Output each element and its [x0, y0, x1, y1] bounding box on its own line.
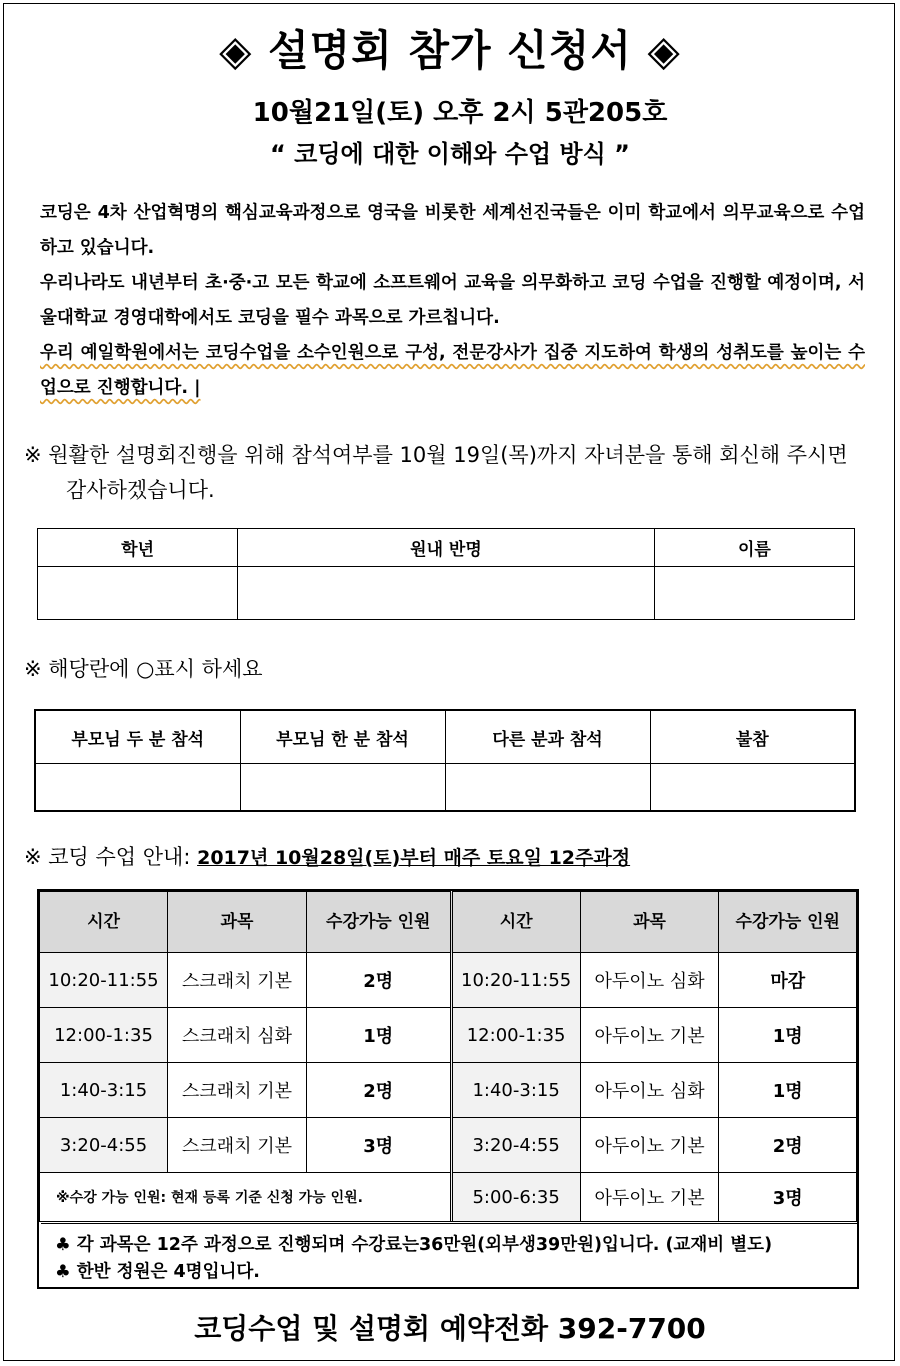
tuition-note: ♣ 각 과목은 12주 과정으로 진행되며 수강료는36만원(외부생39만원)입니다. (교재비 별도) — [55, 1235, 773, 1255]
intro-text — [40, 196, 865, 406]
mark-note: ※ 해당란에 ○표시 하세요 — [24, 657, 263, 681]
page-title: ◈ 설명회 참가 신청서 ◈ — [219, 26, 681, 75]
seats-cell: 2명 — [306, 953, 451, 1008]
time-cell: 1:40-3:15 — [451, 1063, 580, 1118]
time-cell: 1:40-3:15 — [40, 1063, 168, 1118]
header-one-parent: 부모님 한 분 참석 — [240, 710, 445, 764]
header-class: 원내 반명 — [238, 529, 655, 567]
header-seats: 수강가능 인원 — [306, 892, 451, 953]
rsvp-note — [24, 438, 874, 508]
seats-cell: 1명 — [719, 1008, 857, 1063]
time-cell: 12:00-1:35 — [40, 1008, 168, 1063]
seats-cell: 2명 — [719, 1118, 857, 1173]
header-time: 시간 — [451, 892, 580, 953]
attendance-table — [34, 709, 856, 812]
subject-cell: 아두이노 기본 — [580, 1173, 719, 1222]
schedule-row — [40, 1008, 857, 1063]
seats-cell: 3명 — [306, 1118, 451, 1173]
seats-cell: 3명 — [719, 1173, 857, 1222]
one-parent-cell[interactable] — [240, 764, 445, 812]
tuition-notes — [41, 1221, 857, 1289]
intro-paragraph: 우리나라도 내년부터 초·중·고 모든 학교에 소프트웨어 교육을 의무화하고 코딩 수업을 진행할 예정이며, 서울대학교 경영대학에서도 코딩을 필수 과목으로 가르칩니다. — [40, 273, 865, 328]
seats-cell: 1명 — [306, 1008, 451, 1063]
schedule-row — [40, 1173, 857, 1222]
header-grade: 학년 — [38, 529, 238, 567]
subject-cell: 아두이노 심화 — [580, 1063, 719, 1118]
intro-paragraph: 코딩은 4차 산업혁명의 핵심교육과정으로 영국을 비롯한 세계선진국들은 이미 학교에서 의무교육으로 수업하고 있습니다. — [40, 203, 865, 258]
header-seats: 수강가능 인원 — [719, 892, 857, 953]
other-attendee-cell[interactable] — [445, 764, 650, 812]
time-cell: 3:20-4:55 — [451, 1118, 580, 1173]
time-cell: 5:00-6:35 — [451, 1173, 580, 1222]
subject-cell: 스크래치 기본 — [168, 953, 307, 1008]
event-topic: “ 코딩에 대한 이해와 수업 방식 ” — [270, 140, 630, 168]
capacity-note: ♣ 한반 정원은 4명입니다. — [55, 1262, 260, 1282]
header-absent: 불참 — [650, 710, 855, 764]
reservation-phone: 코딩수업 및 설명회 예약전화 392-7700 — [194, 1312, 706, 1345]
seats-footnote: ※수강 가능 인원: 현재 등록 기준 신청 가능 인원. — [40, 1173, 452, 1222]
subject-cell: 스크래치 심화 — [168, 1008, 307, 1063]
schedule-row — [40, 1118, 857, 1173]
intro-paragraph: 우리 예일학원에서는 코딩수업을 소수인원으로 구성, 전문강사가 집중 지도하여 학생의 성취도를 높이는 수업으로 진행합니다. | — [40, 343, 865, 398]
seats-cell: 1명 — [719, 1063, 857, 1118]
name-input-cell[interactable] — [654, 567, 854, 620]
class-input-cell[interactable] — [238, 567, 655, 620]
class-note-prefix: ※ 코딩 수업 안내: — [24, 845, 198, 869]
time-cell: 12:00-1:35 — [451, 1008, 580, 1063]
header-both-parents: 부모님 두 분 참석 — [35, 710, 240, 764]
time-cell: 10:20-11:55 — [40, 953, 168, 1008]
time-cell: 3:20-4:55 — [40, 1118, 168, 1173]
subject-cell: 스크래치 기본 — [168, 1118, 307, 1173]
schedule-row — [40, 953, 857, 1008]
schedule-box — [37, 889, 859, 1289]
subject-cell: 아두이노 기본 — [580, 1008, 719, 1063]
subject-cell: 아두이노 기본 — [580, 1118, 719, 1173]
subject-cell: 스크래치 기본 — [168, 1063, 307, 1118]
rsvp-note-text: ※ 원활한 설명회진행을 위해 참석여부를 10월 19일(목)까지 자녀분을 통해 회신해 주시면 감사하겠습니다. — [24, 443, 848, 502]
header-subject: 과목 — [168, 892, 307, 953]
schedule-table — [39, 891, 857, 1222]
header-time: 시간 — [40, 892, 168, 953]
seats-cell: 마감 — [719, 953, 857, 1008]
class-note — [24, 840, 874, 876]
class-note-highlight: 2017년 10월28일(토)부터 매주 토요일 12주과정 — [197, 847, 631, 869]
event-datetime: 10월21일(토) 오후 2시 5관205호 — [252, 98, 668, 128]
subject-cell: 아두이노 심화 — [580, 953, 719, 1008]
header-subject: 과목 — [580, 892, 719, 953]
both-parents-cell[interactable] — [35, 764, 240, 812]
header-other-attendee: 다른 분과 참석 — [445, 710, 650, 764]
header-name: 이름 — [654, 529, 854, 567]
time-cell: 10:20-11:55 — [451, 953, 580, 1008]
seats-cell: 2명 — [306, 1063, 451, 1118]
student-info-table — [37, 528, 855, 620]
schedule-row — [40, 1063, 857, 1118]
absent-cell[interactable] — [650, 764, 855, 812]
grade-input-cell[interactable] — [38, 567, 238, 620]
